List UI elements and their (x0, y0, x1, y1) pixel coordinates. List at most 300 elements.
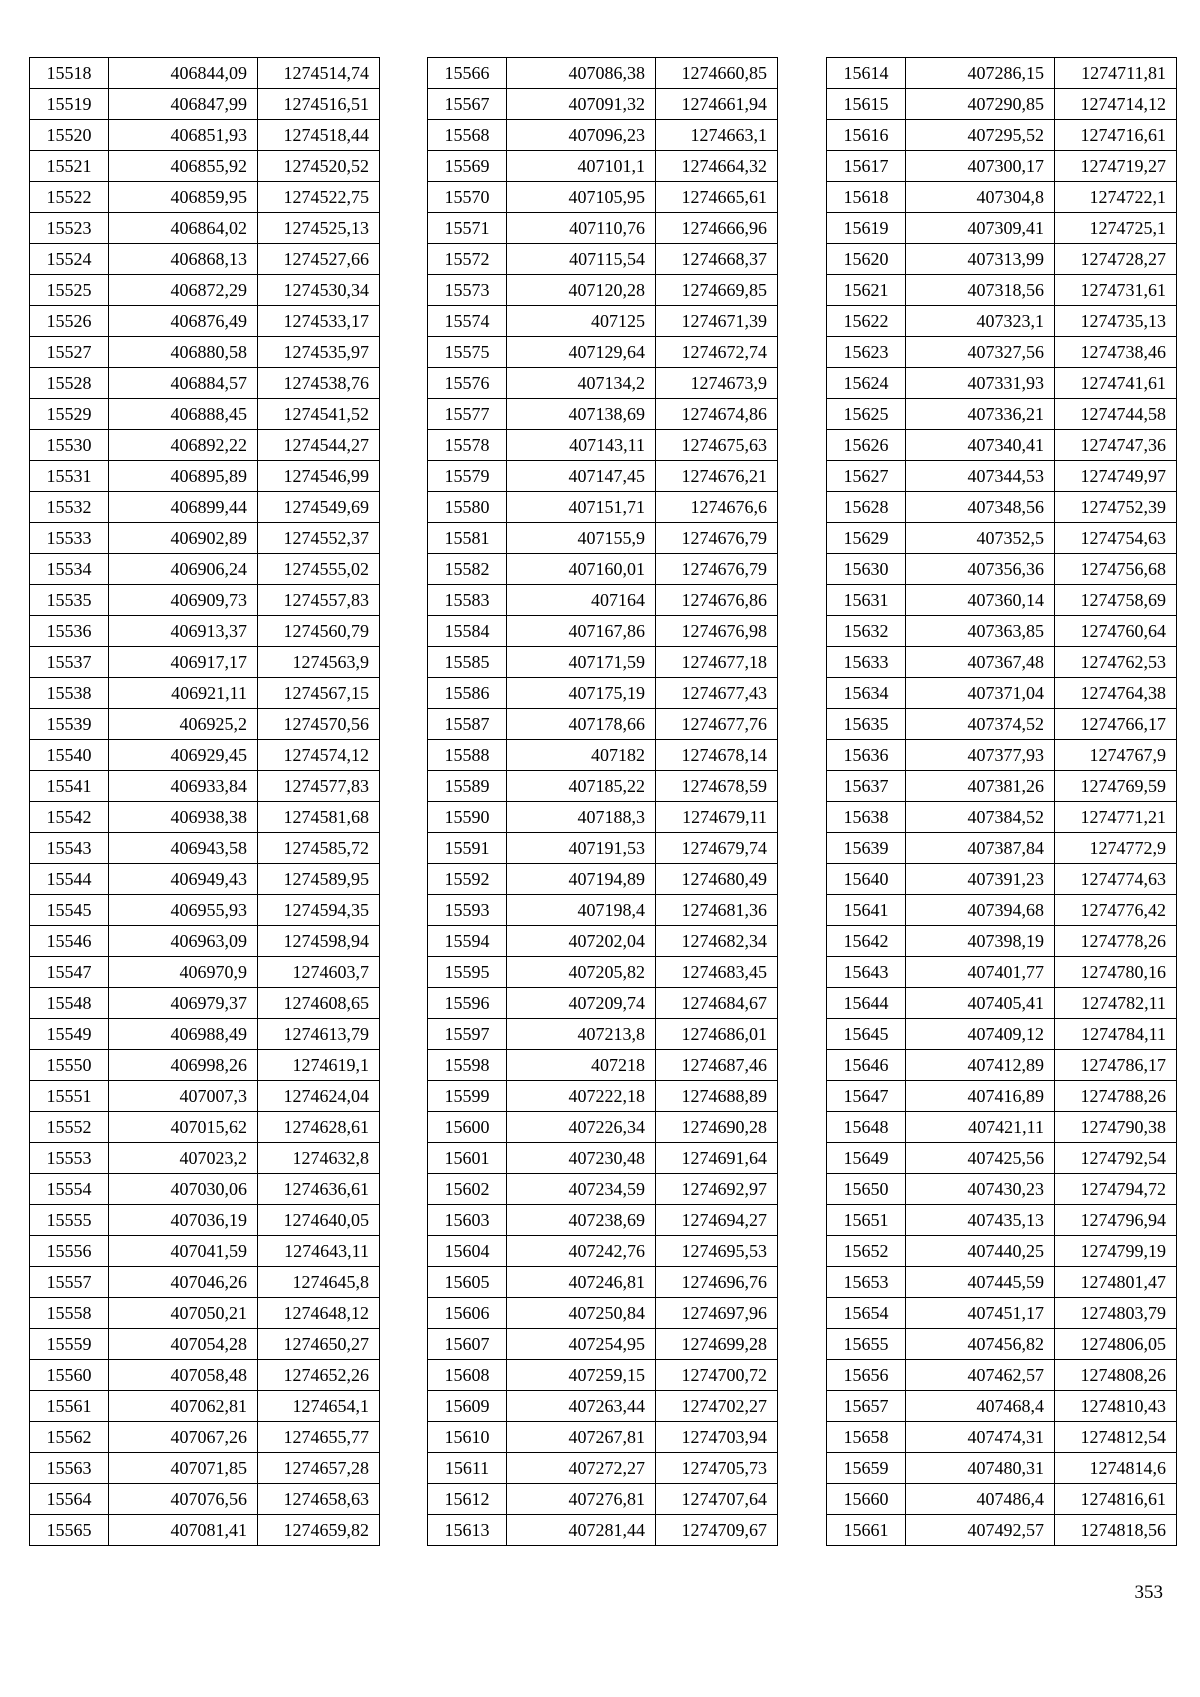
y-coordinate-cell: 1274687,46 (656, 1050, 778, 1081)
y-coordinate-cell: 1274772,9 (1055, 833, 1177, 864)
y-coordinate-cell: 1274799,19 (1055, 1236, 1177, 1267)
x-coordinate-cell: 407309,41 (906, 213, 1055, 244)
table-row (827, 926, 1177, 957)
table-row (827, 1267, 1177, 1298)
table-row (30, 430, 380, 461)
table-row (428, 89, 778, 120)
x-coordinate-cell: 407360,14 (906, 585, 1055, 616)
coordinate-table-3 (826, 57, 1177, 1546)
table-row (30, 151, 380, 182)
y-coordinate-cell: 1274560,79 (258, 616, 380, 647)
point-number-cell: 15621 (827, 275, 906, 306)
table-row (827, 368, 1177, 399)
table-row (827, 833, 1177, 864)
table-row (827, 1143, 1177, 1174)
table-row (827, 523, 1177, 554)
point-number-cell: 15589 (428, 771, 507, 802)
y-coordinate-cell: 1274563,9 (258, 647, 380, 678)
x-coordinate-cell: 406988,49 (109, 1019, 258, 1050)
point-number-cell: 15573 (428, 275, 507, 306)
table-row (428, 926, 778, 957)
x-coordinate-cell: 406906,24 (109, 554, 258, 585)
point-number-cell: 15594 (428, 926, 507, 957)
point-number-cell: 15571 (428, 213, 507, 244)
table-row (428, 1453, 778, 1484)
x-coordinate-cell: 406955,93 (109, 895, 258, 926)
table-row (30, 1174, 380, 1205)
y-coordinate-cell: 1274557,83 (258, 585, 380, 616)
point-number-cell: 15638 (827, 802, 906, 833)
y-coordinate-cell: 1274766,17 (1055, 709, 1177, 740)
point-number-cell: 15612 (428, 1484, 507, 1515)
point-number-cell: 15559 (30, 1329, 109, 1360)
y-coordinate-cell: 1274760,64 (1055, 616, 1177, 647)
x-coordinate-cell: 407468,4 (906, 1391, 1055, 1422)
point-number-cell: 15527 (30, 337, 109, 368)
table-row (827, 957, 1177, 988)
table-row (30, 740, 380, 771)
y-coordinate-cell: 1274683,45 (656, 957, 778, 988)
x-coordinate-cell: 407492,57 (906, 1515, 1055, 1546)
x-coordinate-cell: 406943,58 (109, 833, 258, 864)
point-number-cell: 15607 (428, 1329, 507, 1360)
point-number-cell: 15657 (827, 1391, 906, 1422)
x-coordinate-cell: 406876,49 (109, 306, 258, 337)
table-row (428, 523, 778, 554)
point-number-cell: 15652 (827, 1236, 906, 1267)
point-number-cell: 15521 (30, 151, 109, 182)
x-coordinate-cell: 406851,93 (109, 120, 258, 151)
point-number-cell: 15627 (827, 461, 906, 492)
y-coordinate-cell: 1274678,59 (656, 771, 778, 802)
y-coordinate-cell: 1274769,59 (1055, 771, 1177, 802)
table-row (30, 585, 380, 616)
point-number-cell: 15554 (30, 1174, 109, 1205)
table-row (827, 1515, 1177, 1546)
y-coordinate-cell: 1274786,17 (1055, 1050, 1177, 1081)
point-number-cell: 15636 (827, 740, 906, 771)
point-number-cell: 15620 (827, 244, 906, 275)
point-number-cell: 15640 (827, 864, 906, 895)
point-number-cell: 15553 (30, 1143, 109, 1174)
y-coordinate-cell: 1274792,54 (1055, 1143, 1177, 1174)
y-coordinate-cell: 1274682,34 (656, 926, 778, 957)
x-coordinate-cell: 407101,1 (507, 151, 656, 182)
x-coordinate-cell: 407445,59 (906, 1267, 1055, 1298)
y-coordinate-cell: 1274522,75 (258, 182, 380, 213)
y-coordinate-cell: 1274767,9 (1055, 740, 1177, 771)
x-coordinate-cell: 407120,28 (507, 275, 656, 306)
x-coordinate-cell: 407250,84 (507, 1298, 656, 1329)
x-coordinate-cell: 407242,76 (507, 1236, 656, 1267)
point-number-cell: 15647 (827, 1081, 906, 1112)
table-row (428, 58, 778, 89)
x-coordinate-cell: 407062,81 (109, 1391, 258, 1422)
point-number-cell: 15526 (30, 306, 109, 337)
y-coordinate-cell: 1274754,63 (1055, 523, 1177, 554)
coordinate-table-1 (29, 57, 380, 1546)
y-coordinate-cell: 1274694,27 (656, 1205, 778, 1236)
table-row (428, 337, 778, 368)
table-row (428, 492, 778, 523)
y-coordinate-cell: 1274525,13 (258, 213, 380, 244)
x-coordinate-cell: 407381,26 (906, 771, 1055, 802)
point-number-cell: 15565 (30, 1515, 109, 1546)
table-row (827, 213, 1177, 244)
y-coordinate-cell: 1274711,81 (1055, 58, 1177, 89)
point-number-cell: 15583 (428, 585, 507, 616)
point-number-cell: 15525 (30, 275, 109, 306)
point-number-cell: 15534 (30, 554, 109, 585)
point-number-cell: 15575 (428, 337, 507, 368)
y-coordinate-cell: 1274643,11 (258, 1236, 380, 1267)
x-coordinate-cell: 407286,15 (906, 58, 1055, 89)
x-coordinate-cell: 406979,37 (109, 988, 258, 1019)
y-coordinate-cell: 1274516,51 (258, 89, 380, 120)
point-number-cell: 15609 (428, 1391, 507, 1422)
x-coordinate-cell: 407340,41 (906, 430, 1055, 461)
table-row (428, 306, 778, 337)
x-coordinate-cell: 407367,48 (906, 647, 1055, 678)
table-row (30, 244, 380, 275)
x-coordinate-cell: 407405,41 (906, 988, 1055, 1019)
x-coordinate-cell: 407198,4 (507, 895, 656, 926)
y-coordinate-cell: 1274810,43 (1055, 1391, 1177, 1422)
table-row (428, 151, 778, 182)
table-row (827, 1050, 1177, 1081)
point-number-cell: 15537 (30, 647, 109, 678)
y-coordinate-cell: 1274518,44 (258, 120, 380, 151)
x-coordinate-cell: 406921,11 (109, 678, 258, 709)
x-coordinate-cell: 407050,21 (109, 1298, 258, 1329)
point-number-cell: 15542 (30, 802, 109, 833)
x-coordinate-cell: 407202,04 (507, 926, 656, 957)
x-coordinate-cell: 407191,53 (507, 833, 656, 864)
point-number-cell: 15528 (30, 368, 109, 399)
table-row (428, 1298, 778, 1329)
table-row (428, 244, 778, 275)
point-number-cell: 15604 (428, 1236, 507, 1267)
x-coordinate-cell: 406949,43 (109, 864, 258, 895)
y-coordinate-cell: 1274603,7 (258, 957, 380, 988)
y-coordinate-cell: 1274538,76 (258, 368, 380, 399)
point-number-cell: 15605 (428, 1267, 507, 1298)
y-coordinate-cell: 1274657,28 (258, 1453, 380, 1484)
y-coordinate-cell: 1274688,89 (656, 1081, 778, 1112)
point-number-cell: 15661 (827, 1515, 906, 1546)
table-row (428, 740, 778, 771)
x-coordinate-cell: 407290,85 (906, 89, 1055, 120)
table-row (30, 926, 380, 957)
table-row (428, 399, 778, 430)
x-coordinate-cell: 406933,84 (109, 771, 258, 802)
point-number-cell: 15556 (30, 1236, 109, 1267)
table-row (428, 1081, 778, 1112)
x-coordinate-cell: 406899,44 (109, 492, 258, 523)
x-coordinate-cell: 406859,95 (109, 182, 258, 213)
table-row (30, 275, 380, 306)
table-row (30, 1236, 380, 1267)
x-coordinate-cell: 407015,62 (109, 1112, 258, 1143)
table-row (827, 337, 1177, 368)
y-coordinate-cell: 1274691,64 (656, 1143, 778, 1174)
y-coordinate-cell: 1274782,11 (1055, 988, 1177, 1019)
point-number-cell: 15546 (30, 926, 109, 957)
y-coordinate-cell: 1274731,61 (1055, 275, 1177, 306)
table-row (428, 771, 778, 802)
y-coordinate-cell: 1274702,27 (656, 1391, 778, 1422)
table-row (428, 1360, 778, 1391)
y-coordinate-cell: 1274803,79 (1055, 1298, 1177, 1329)
table-row (30, 120, 380, 151)
table-row (30, 647, 380, 678)
y-coordinate-cell: 1274672,74 (656, 337, 778, 368)
x-coordinate-cell: 407363,85 (906, 616, 1055, 647)
y-coordinate-cell: 1274676,98 (656, 616, 778, 647)
point-number-cell: 15544 (30, 864, 109, 895)
y-coordinate-cell: 1274806,05 (1055, 1329, 1177, 1360)
x-coordinate-cell: 407091,32 (507, 89, 656, 120)
table-row (827, 647, 1177, 678)
point-number-cell: 15646 (827, 1050, 906, 1081)
table-row (827, 151, 1177, 182)
point-number-cell: 15524 (30, 244, 109, 275)
y-coordinate-cell: 1274650,27 (258, 1329, 380, 1360)
table-row (827, 802, 1177, 833)
x-coordinate-cell: 407046,26 (109, 1267, 258, 1298)
table-row (428, 1267, 778, 1298)
table-row (30, 1019, 380, 1050)
y-coordinate-cell: 1274814,6 (1055, 1453, 1177, 1484)
table-row (428, 1019, 778, 1050)
y-coordinate-cell: 1274699,28 (656, 1329, 778, 1360)
y-coordinate-cell: 1274676,79 (656, 523, 778, 554)
point-number-cell: 15590 (428, 802, 507, 833)
point-number-cell: 15659 (827, 1453, 906, 1484)
y-coordinate-cell: 1274608,65 (258, 988, 380, 1019)
table-row (827, 492, 1177, 523)
y-coordinate-cell: 1274709,67 (656, 1515, 778, 1546)
y-coordinate-cell: 1274690,28 (656, 1112, 778, 1143)
point-number-cell: 15587 (428, 709, 507, 740)
y-coordinate-cell: 1274613,79 (258, 1019, 380, 1050)
point-number-cell: 15549 (30, 1019, 109, 1050)
table-row (827, 1360, 1177, 1391)
table-row (30, 306, 380, 337)
y-coordinate-cell: 1274676,6 (656, 492, 778, 523)
x-coordinate-cell: 407394,68 (906, 895, 1055, 926)
y-coordinate-cell: 1274598,94 (258, 926, 380, 957)
table-row (428, 368, 778, 399)
x-coordinate-cell: 407435,13 (906, 1205, 1055, 1236)
table-row (428, 1391, 778, 1422)
x-coordinate-cell: 406902,89 (109, 523, 258, 554)
y-coordinate-cell: 1274677,18 (656, 647, 778, 678)
point-number-cell: 15567 (428, 89, 507, 120)
x-coordinate-cell: 407480,31 (906, 1453, 1055, 1484)
y-coordinate-cell: 1274738,46 (1055, 337, 1177, 368)
y-coordinate-cell: 1274589,95 (258, 864, 380, 895)
y-coordinate-cell: 1274676,21 (656, 461, 778, 492)
x-coordinate-cell: 407086,38 (507, 58, 656, 89)
point-number-cell: 15603 (428, 1205, 507, 1236)
table-row (30, 1515, 380, 1546)
table-row (30, 523, 380, 554)
x-coordinate-cell: 407421,11 (906, 1112, 1055, 1143)
table-row (30, 461, 380, 492)
y-coordinate-cell: 1274679,11 (656, 802, 778, 833)
point-number-cell: 15656 (827, 1360, 906, 1391)
point-number-cell: 15578 (428, 430, 507, 461)
x-coordinate-cell: 407246,81 (507, 1267, 656, 1298)
table-row (827, 1453, 1177, 1484)
x-coordinate-cell: 407384,52 (906, 802, 1055, 833)
x-coordinate-cell: 406913,37 (109, 616, 258, 647)
table-row (30, 771, 380, 802)
table-row (827, 709, 1177, 740)
table-row (428, 182, 778, 213)
y-coordinate-cell: 1274756,68 (1055, 554, 1177, 585)
x-coordinate-cell: 407331,93 (906, 368, 1055, 399)
y-coordinate-cell: 1274652,26 (258, 1360, 380, 1391)
table-row (30, 1298, 380, 1329)
y-coordinate-cell: 1274671,39 (656, 306, 778, 337)
table-row (827, 1329, 1177, 1360)
point-number-cell: 15561 (30, 1391, 109, 1422)
x-coordinate-cell: 406855,92 (109, 151, 258, 182)
table-row (30, 1453, 380, 1484)
table-row (30, 1267, 380, 1298)
table-row (827, 864, 1177, 895)
point-number-cell: 15618 (827, 182, 906, 213)
x-coordinate-cell: 407188,3 (507, 802, 656, 833)
x-coordinate-cell: 406868,13 (109, 244, 258, 275)
point-number-cell: 15552 (30, 1112, 109, 1143)
table-row (428, 213, 778, 244)
y-coordinate-cell: 1274707,64 (656, 1484, 778, 1515)
point-number-cell: 15558 (30, 1298, 109, 1329)
y-coordinate-cell: 1274546,99 (258, 461, 380, 492)
x-coordinate-cell: 407295,52 (906, 120, 1055, 151)
table-row (827, 585, 1177, 616)
y-coordinate-cell: 1274658,63 (258, 1484, 380, 1515)
table-row (827, 1174, 1177, 1205)
point-number-cell: 15610 (428, 1422, 507, 1453)
y-coordinate-cell: 1274818,56 (1055, 1515, 1177, 1546)
table-row (827, 1019, 1177, 1050)
table-row (827, 182, 1177, 213)
table-row (428, 1515, 778, 1546)
point-number-cell: 15518 (30, 58, 109, 89)
y-coordinate-cell: 1274640,05 (258, 1205, 380, 1236)
table-row (827, 554, 1177, 585)
y-coordinate-cell: 1274520,52 (258, 151, 380, 182)
x-coordinate-cell: 407134,2 (507, 368, 656, 399)
point-number-cell: 15619 (827, 213, 906, 244)
y-coordinate-cell: 1274697,96 (656, 1298, 778, 1329)
table-row (30, 833, 380, 864)
point-number-cell: 15580 (428, 492, 507, 523)
point-number-cell: 15572 (428, 244, 507, 275)
x-coordinate-cell: 407374,52 (906, 709, 1055, 740)
x-coordinate-cell: 407222,18 (507, 1081, 656, 1112)
x-coordinate-cell: 407125 (507, 306, 656, 337)
point-number-cell: 15520 (30, 120, 109, 151)
table-row (428, 616, 778, 647)
x-coordinate-cell: 407076,56 (109, 1484, 258, 1515)
table-row (827, 1081, 1177, 1112)
point-number-cell: 15536 (30, 616, 109, 647)
y-coordinate-cell: 1274758,69 (1055, 585, 1177, 616)
table-row (827, 740, 1177, 771)
y-coordinate-cell: 1274784,11 (1055, 1019, 1177, 1050)
point-number-cell: 15633 (827, 647, 906, 678)
y-coordinate-cell: 1274684,67 (656, 988, 778, 1019)
table-row (30, 1050, 380, 1081)
x-coordinate-cell: 407323,1 (906, 306, 1055, 337)
table-row (30, 337, 380, 368)
x-coordinate-cell: 407281,44 (507, 1515, 656, 1546)
x-coordinate-cell: 406884,57 (109, 368, 258, 399)
point-number-cell: 15530 (30, 430, 109, 461)
table-row (30, 1112, 380, 1143)
y-coordinate-cell: 1274812,54 (1055, 1422, 1177, 1453)
x-coordinate-cell: 407023,2 (109, 1143, 258, 1174)
x-coordinate-cell: 407259,15 (507, 1360, 656, 1391)
x-coordinate-cell: 407058,48 (109, 1360, 258, 1391)
table-row (428, 647, 778, 678)
y-coordinate-cell: 1274801,47 (1055, 1267, 1177, 1298)
point-number-cell: 15569 (428, 151, 507, 182)
y-coordinate-cell: 1274676,79 (656, 554, 778, 585)
table-row (30, 616, 380, 647)
point-number-cell: 15629 (827, 523, 906, 554)
x-coordinate-cell: 406847,99 (109, 89, 258, 120)
y-coordinate-cell: 1274655,77 (258, 1422, 380, 1453)
y-coordinate-cell: 1274666,96 (656, 213, 778, 244)
point-number-cell: 15600 (428, 1112, 507, 1143)
y-coordinate-cell: 1274549,69 (258, 492, 380, 523)
point-number-cell: 15532 (30, 492, 109, 523)
x-coordinate-cell: 407401,77 (906, 957, 1055, 988)
table-row (827, 895, 1177, 926)
point-number-cell: 15615 (827, 89, 906, 120)
table-row (428, 957, 778, 988)
table-row (428, 585, 778, 616)
point-number-cell: 15658 (827, 1422, 906, 1453)
table-row (428, 1329, 778, 1360)
x-coordinate-cell: 407451,17 (906, 1298, 1055, 1329)
y-coordinate-cell: 1274533,17 (258, 306, 380, 337)
table-row (827, 1112, 1177, 1143)
table-row (428, 1484, 778, 1515)
x-coordinate-cell: 407377,93 (906, 740, 1055, 771)
x-coordinate-cell: 406909,73 (109, 585, 258, 616)
table-row (428, 1112, 778, 1143)
table-row (30, 554, 380, 585)
y-coordinate-cell: 1274716,61 (1055, 120, 1177, 151)
y-coordinate-cell: 1274714,12 (1055, 89, 1177, 120)
y-coordinate-cell: 1274744,58 (1055, 399, 1177, 430)
x-coordinate-cell: 407412,89 (906, 1050, 1055, 1081)
y-coordinate-cell: 1274680,49 (656, 864, 778, 895)
table-row (827, 1391, 1177, 1422)
y-coordinate-cell: 1274816,61 (1055, 1484, 1177, 1515)
point-number-cell: 15550 (30, 1050, 109, 1081)
point-number-cell: 15568 (428, 120, 507, 151)
x-coordinate-cell: 407234,59 (507, 1174, 656, 1205)
y-coordinate-cell: 1274577,83 (258, 771, 380, 802)
